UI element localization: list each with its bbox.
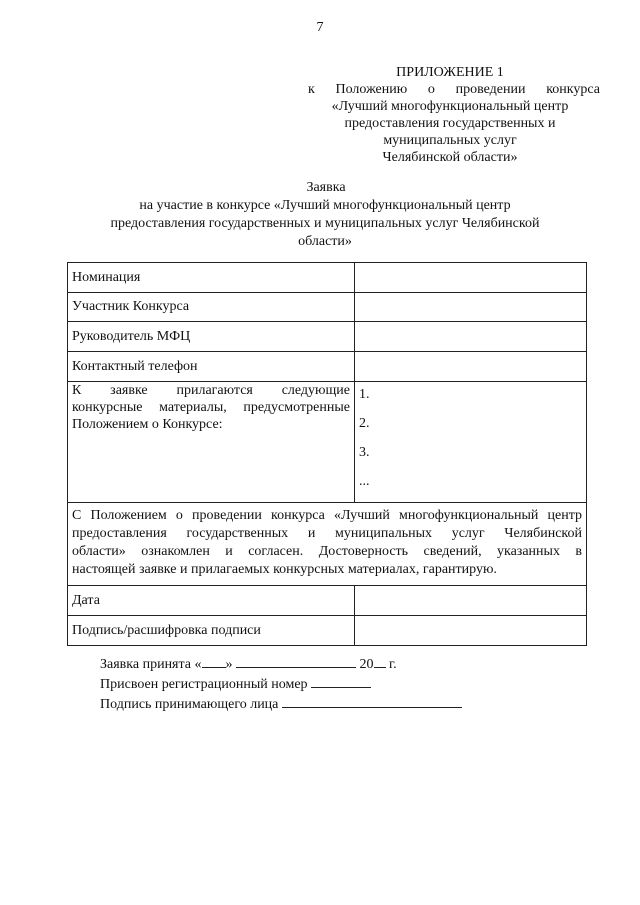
mfc-head-field[interactable] bbox=[355, 322, 587, 352]
table-row bbox=[68, 293, 587, 322]
table-row bbox=[68, 586, 587, 616]
signer-blank[interactable] bbox=[282, 694, 462, 708]
application-subtitle-line-3: области» bbox=[298, 234, 352, 249]
accepted-year-blank[interactable] bbox=[374, 654, 386, 668]
table-row bbox=[68, 322, 587, 352]
signer-label: Подпись принимающего лица bbox=[100, 697, 279, 712]
nomination-field[interactable] bbox=[355, 263, 587, 293]
materials-label bbox=[68, 382, 355, 503]
agreement-line-1: С Положением о проведении конкурса «Лучший многофункциональный центр bbox=[72, 508, 582, 523]
materials-item-3: 3. bbox=[359, 445, 370, 460]
phone-label: Контактный телефон bbox=[68, 352, 355, 382]
participant-label: Участник Конкурса bbox=[68, 293, 355, 322]
accepted-mid: » bbox=[225, 657, 233, 672]
reg-number-blank[interactable] bbox=[311, 674, 371, 688]
accepted-day-blank[interactable] bbox=[202, 654, 226, 668]
participant-field[interactable] bbox=[355, 293, 587, 322]
nomination-label: Номинация bbox=[68, 263, 355, 293]
application-title: Заявка bbox=[306, 180, 346, 195]
appendix-title: ПРИЛОЖЕНИЕ 1 bbox=[396, 65, 504, 80]
materials-label-line-2: конкурсные материалы, предусмотренные bbox=[72, 400, 350, 415]
table-row bbox=[68, 352, 587, 382]
date-field[interactable] bbox=[355, 586, 587, 616]
table-row bbox=[68, 503, 587, 586]
materials-label-line-1: К заявке прилагаются следующие bbox=[72, 383, 350, 398]
table-row bbox=[68, 616, 587, 646]
table-row bbox=[68, 263, 587, 293]
agreement-line-4: настоящей заявке и прилагаемых конкурсных материалах, гарантирую. bbox=[72, 562, 497, 577]
appendix-line-2: «Лучший многофункциональный центр bbox=[331, 99, 569, 114]
materials-item-2: 2. bbox=[359, 416, 370, 431]
application-subtitle-line-2: предоставления государственных и муниципальных услуг Челябинской bbox=[110, 216, 540, 231]
materials-list[interactable] bbox=[355, 382, 587, 503]
table-row bbox=[68, 382, 587, 503]
materials-item-1: 1. bbox=[359, 387, 370, 402]
materials-label-line-3: Положением о Конкурсе: bbox=[72, 417, 223, 432]
date-label: Дата bbox=[68, 586, 355, 616]
accepted-prefix: Заявка принята « bbox=[100, 657, 202, 672]
appendix-line-1: к Положению о проведении конкурса bbox=[308, 82, 600, 97]
appendix-line-5: Челябинской области» bbox=[382, 150, 518, 165]
signer-line bbox=[100, 694, 462, 714]
reg-number-line bbox=[100, 674, 462, 694]
signature-field[interactable] bbox=[355, 616, 587, 646]
accepted-suffix: г. bbox=[389, 657, 397, 672]
reg-number-label: Присвоен регистрационный номер bbox=[100, 677, 308, 692]
accepted-line bbox=[100, 654, 462, 674]
agreement-line-3: области» ознакомлен и согласен. Достоверность сведений, указанных в bbox=[72, 544, 582, 559]
signature-label: Подпись/расшифровка подписи bbox=[68, 616, 355, 646]
page-number: 7 bbox=[316, 20, 324, 35]
materials-item-more: ... bbox=[359, 474, 370, 489]
accepted-year-prefix: 20 bbox=[359, 657, 374, 672]
application-subtitle bbox=[80, 197, 570, 251]
accepted-month-blank[interactable] bbox=[236, 654, 356, 668]
application-form-table bbox=[67, 262, 587, 646]
phone-field[interactable] bbox=[355, 352, 587, 382]
appendix-line-3: предоставления государственных и bbox=[344, 116, 556, 131]
appendix-header bbox=[300, 64, 600, 166]
agreement-line-2: предоставления государственных и муниципальных услуг Челябинской bbox=[72, 526, 582, 541]
application-subtitle-line-1: на участие в конкурсе «Лучший многофункциональный центр bbox=[139, 198, 511, 213]
agreement-statement bbox=[68, 503, 587, 586]
acceptance-block bbox=[100, 654, 462, 714]
appendix-line-4: муниципальных услуг bbox=[383, 133, 517, 148]
mfc-head-label: Руководитель МФЦ bbox=[68, 322, 355, 352]
